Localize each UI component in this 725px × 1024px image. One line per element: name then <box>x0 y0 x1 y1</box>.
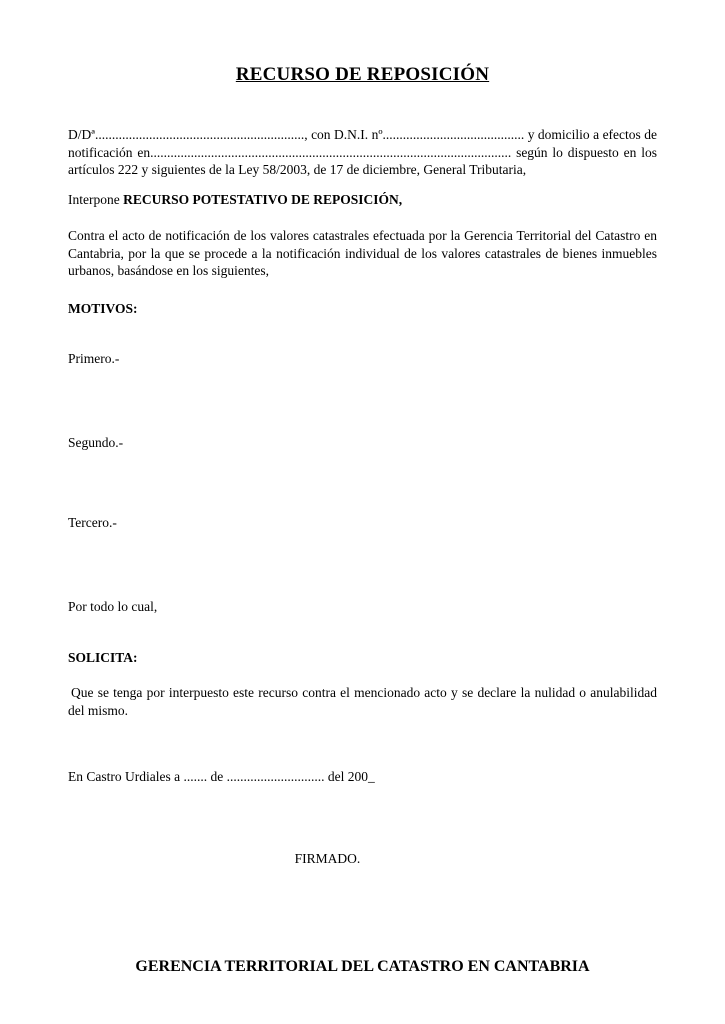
date-day-blank-dots: ....... <box>183 769 208 784</box>
intro-address-label: y domicilio a efectos de notificación en <box>68 127 657 160</box>
motivo-item-segundo: Segundo.- <box>68 435 124 450</box>
name-blank-dots: .............................................................. <box>94 127 305 142</box>
date-year-suffix: del 200_ <box>324 769 375 784</box>
interpone-line <box>68 191 657 209</box>
interpone-prefix: Interpone <box>68 192 124 207</box>
motivo-item-primero: Primero.- <box>68 351 120 366</box>
intro-paragraph <box>68 126 657 179</box>
document-title: RECURSO DE REPOSICIÓN <box>235 64 490 85</box>
date-line <box>68 768 657 786</box>
motivo-item-tercero: Tercero.- <box>68 515 117 530</box>
intro-legal-reference: según lo dispuesto en los artículos 222 y siguientes de la Ley 58/2003, de 17 de diciembre, General Tributaria, <box>68 144 657 178</box>
date-de-label: de <box>207 769 227 784</box>
address-blank-dots: ........................................................................................................... <box>150 144 512 160</box>
por-todo-line: Por todo lo cual, <box>68 599 158 614</box>
intro-dni-label: , con D.N.I. nº <box>304 127 383 142</box>
intro-prefix: D/Dª <box>68 127 95 142</box>
dni-blank-dots: .......................................... <box>382 127 525 142</box>
solicita-heading: SOLICITA: <box>68 650 138 665</box>
footer-gerencia-line: GERENCIA TERRITORIAL DEL CATASTRO EN CANTABRIA <box>135 958 590 975</box>
motivos-heading: MOTIVOS: <box>68 301 138 316</box>
solicita-paragraph: Que se tenga por interpuesto este recurso contra el mencionado acto y se declare la nulidad o anulabilidad del mismo. <box>68 685 657 718</box>
contra-paragraph: Contra el acto de notificación de los valores catastrales efectuada por la Gerencia Territorial del Catastro en Cantabria, por la que se procede a la notificación individual de los valores catastrales de bienes inmuebles urbanos, basándose en los siguientes, <box>68 228 657 279</box>
date-place-prefix: En Castro Urdiales a <box>68 769 184 784</box>
firmado-label: FIRMADO. <box>294 851 361 866</box>
date-month-blank-dots: ............................. <box>226 769 325 784</box>
interpone-recurso-bold: RECURSO POTESTATIVO DE REPOSICIÓN, <box>123 192 403 207</box>
